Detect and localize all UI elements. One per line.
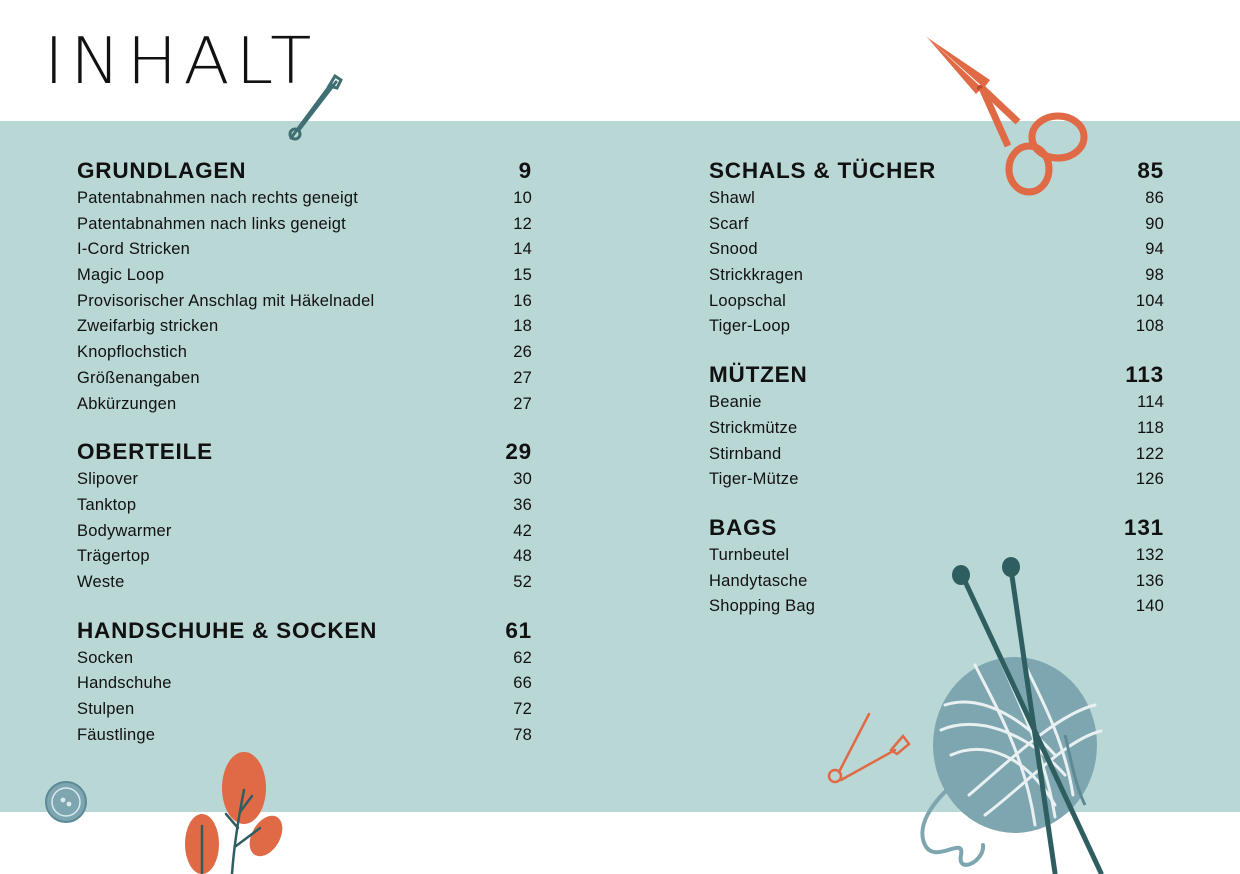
toc-column-left (77, 156, 532, 768)
entry-label: Strickmütze (709, 418, 798, 437)
entry-label: Strickkragen (709, 266, 804, 285)
toc-entry[interactable] (77, 212, 532, 238)
toc-section (77, 616, 532, 749)
leaf-branch-icon (180, 750, 290, 874)
entry-label: Handytasche (709, 571, 808, 590)
entry-page: 66 (513, 674, 532, 693)
section-heading[interactable] (77, 616, 532, 646)
section-heading[interactable] (77, 437, 532, 467)
entry-page: 48 (513, 547, 532, 566)
section-title: MÜTZEN (709, 362, 808, 388)
entry-label: Tiger-Mütze (709, 470, 799, 489)
section-page: 9 (518, 158, 532, 183)
toc-entry[interactable] (709, 212, 1164, 238)
entry-page: 90 (1145, 214, 1164, 233)
toc-entry[interactable] (709, 442, 1164, 468)
entry-label: Loopschal (709, 291, 787, 310)
toc-entry[interactable] (77, 392, 532, 418)
entry-label: Stirnband (709, 444, 782, 463)
section-heading[interactable] (709, 360, 1164, 390)
entry-label: Shawl (709, 189, 755, 207)
entry-page: 78 (513, 725, 532, 744)
section-heading[interactable] (77, 156, 532, 186)
toc-entry[interactable] (77, 237, 532, 263)
toc-entry[interactable] (709, 289, 1164, 315)
entry-label: Handschuhe (77, 674, 172, 693)
entry-label: Weste (77, 572, 125, 591)
entry-label: Tiger-Loop (709, 317, 791, 336)
toc-section (77, 156, 532, 417)
toc-section (77, 437, 532, 595)
section-page: 85 (1137, 158, 1164, 183)
toc-entry[interactable] (709, 390, 1164, 416)
entry-label: Beanie (709, 393, 762, 412)
section-page: 61 (505, 617, 532, 643)
entry-page: 98 (1145, 266, 1164, 285)
entry-label: Patentabnahmen nach links geneigt (77, 214, 346, 233)
entry-label: Abkürzungen (77, 394, 177, 413)
toc-entry[interactable] (77, 340, 532, 366)
entry-label: Patentabnahmen nach rechts geneigt (77, 189, 359, 207)
entry-page: 126 (1135, 470, 1164, 489)
entry-label: Slipover (77, 470, 139, 489)
entry-label: Snood (709, 240, 758, 259)
toc-entry[interactable] (709, 263, 1164, 289)
entry-label: Magic Loop (77, 266, 165, 285)
entry-page: 30 (513, 470, 532, 489)
toc-entry[interactable] (77, 671, 532, 697)
scissors-icon (920, 30, 1095, 200)
entry-page: 136 (1135, 571, 1164, 590)
toc-entry[interactable] (77, 493, 532, 519)
toc-section (709, 360, 1164, 493)
yarn-ball-with-needles-icon (905, 555, 1120, 874)
entry-page: 16 (513, 291, 532, 310)
entry-page: 104 (1135, 291, 1164, 310)
section-page: 29 (505, 439, 532, 465)
entry-page: 14 (513, 240, 532, 259)
entry-label: Stulpen (77, 700, 135, 718)
entry-page: 132 (1135, 545, 1164, 564)
entry-label: Fäustlinge (77, 725, 156, 744)
toc-entry[interactable] (709, 467, 1164, 493)
section-title: HANDSCHUHE & SOCKEN (77, 617, 378, 643)
entry-page: 42 (513, 521, 532, 540)
section-page: 113 (1125, 362, 1164, 388)
entry-label: Größenangaben (77, 368, 200, 387)
entry-page: 36 (513, 495, 532, 514)
toc-entry[interactable] (709, 237, 1164, 263)
toc-entry[interactable] (77, 544, 532, 570)
entry-page: 140 (1135, 597, 1164, 616)
section-title: GRUNDLAGEN (77, 158, 247, 183)
entry-label: Turnbeutel (709, 545, 790, 564)
entry-page: 108 (1135, 317, 1164, 336)
toc-entry[interactable] (77, 467, 532, 493)
entry-page: 94 (1145, 240, 1164, 259)
entry-page: 12 (513, 214, 532, 233)
toc-entry[interactable] (77, 263, 532, 289)
entry-page: 26 (513, 343, 532, 362)
toc-entry[interactable] (77, 314, 532, 340)
entry-page: 27 (513, 368, 532, 387)
entry-label: I-Cord Stricken (77, 240, 191, 259)
entry-page: 10 (513, 189, 532, 207)
toc-entry[interactable] (709, 416, 1164, 442)
toc-entry[interactable] (77, 570, 532, 596)
entry-page: 118 (1137, 418, 1164, 437)
entry-label: Tanktop (77, 495, 137, 514)
section-title: BAGS (709, 514, 778, 540)
toc-entry[interactable] (709, 314, 1164, 340)
entry-page: 18 (513, 317, 532, 336)
entry-page: 62 (513, 648, 532, 667)
entry-page: 86 (1145, 189, 1164, 207)
page-title: INHALT (44, 25, 318, 99)
entry-label: Provisorischer Anschlag mit Häkelnadel (77, 291, 375, 310)
entry-page: 15 (513, 266, 532, 285)
safety-pin-icon (825, 712, 913, 788)
section-title: OBERTEILE (77, 439, 213, 465)
toc-entry[interactable] (77, 186, 532, 212)
entry-label: Trägertop (77, 547, 150, 566)
toc-entry[interactable] (77, 723, 532, 749)
button-icon (43, 779, 89, 825)
entry-label: Bodywarmer (77, 521, 172, 540)
section-heading[interactable] (709, 513, 1164, 543)
entry-label: Knopflochstich (77, 343, 188, 362)
toc-entry[interactable] (77, 646, 532, 672)
entry-page: 52 (513, 572, 532, 591)
entry-label: Socken (77, 648, 134, 667)
entry-page: 27 (513, 394, 532, 413)
section-page: 131 (1124, 514, 1164, 540)
section-title: SCHALS & TÜCHER (709, 158, 937, 183)
entry-page: 122 (1135, 444, 1164, 463)
safety-pin-icon (282, 66, 348, 148)
toc-entry[interactable] (77, 366, 532, 392)
entry-label: Zweifarbig stricken (77, 317, 219, 336)
entry-label: Shopping Bag (709, 597, 816, 616)
entry-page: 72 (513, 700, 532, 718)
entry-label: Scarf (709, 214, 749, 233)
toc-entry[interactable] (77, 519, 532, 545)
entry-page: 114 (1137, 393, 1164, 412)
toc-entry[interactable] (77, 289, 532, 315)
toc-entry[interactable] (77, 697, 532, 723)
